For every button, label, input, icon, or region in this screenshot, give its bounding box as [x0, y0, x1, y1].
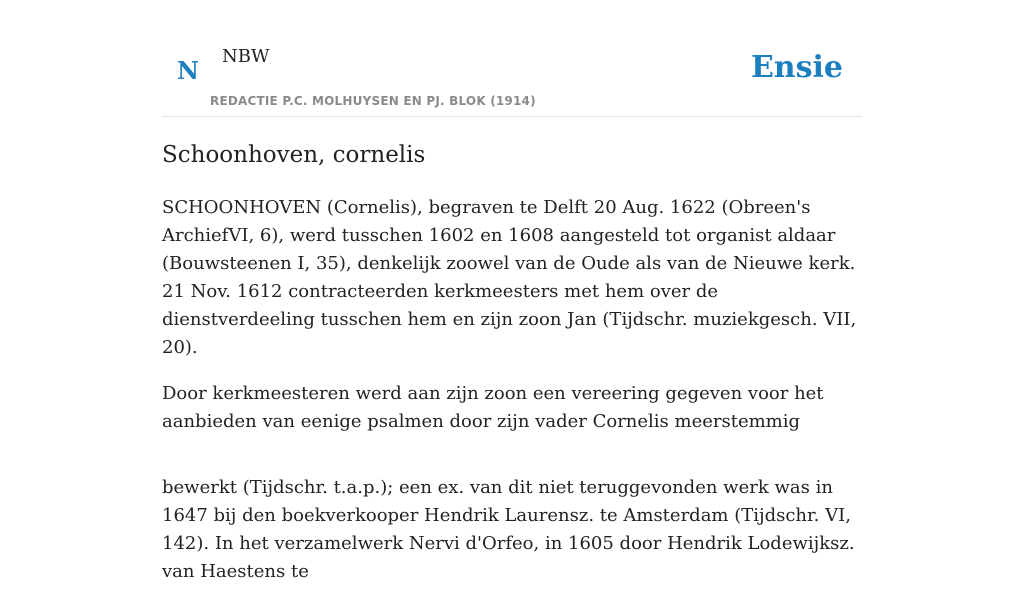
source-name[interactable]: NBW	[222, 46, 270, 67]
article-paragraph: SCHOONHOVEN (Cornelis), begraven te Delft 20 Aug. 1622 (Obreen's ArchiefVI, 6), werd tusschen 1602 en 1608 aangesteld tot organist aldaar (Bouwsteenen I, 35), denkelijk zoowel van de Oude als van de Nieuwe kerk. 21 Nov. 1612 contracteerden kerkmeesters met hem over de dienstverdeeling tusschen hem en zijn zoon Jan (Tijdschr. muziekgesch. VII, 20).	[162, 197, 857, 358]
article	[162, 138, 864, 604]
source-subtitle: REDACTIE P.C. MOLHUYSEN EN PJ. BLOK (1914)	[210, 94, 536, 108]
article-title: Schoonhoven, cornelis	[162, 142, 426, 168]
source-logo[interactable]: N	[177, 56, 199, 85]
ensie-logo[interactable]: Ensie	[750, 50, 843, 85]
source-header	[162, 0, 862, 117]
article-paragraph: Door kerkmeesteren werd aan zijn zoon een vereering gegeven voor het aanbieden van eenige psalmen door zijn vader Cornelis meerstemmig	[162, 383, 824, 432]
article-paragraph: bewerkt (Tijdschr. t.a.p.); een ex. van dit niet teruggevonden werk was in 1647 bij den boekverkooper Hendrik Laurensz. te Amsterdam (Tijdschr. VI, 142). In het verzamelwerk Nervi d'Orfeo, in 1605 door Hendrik Lodewijksz. van Haestens te	[162, 477, 855, 582]
